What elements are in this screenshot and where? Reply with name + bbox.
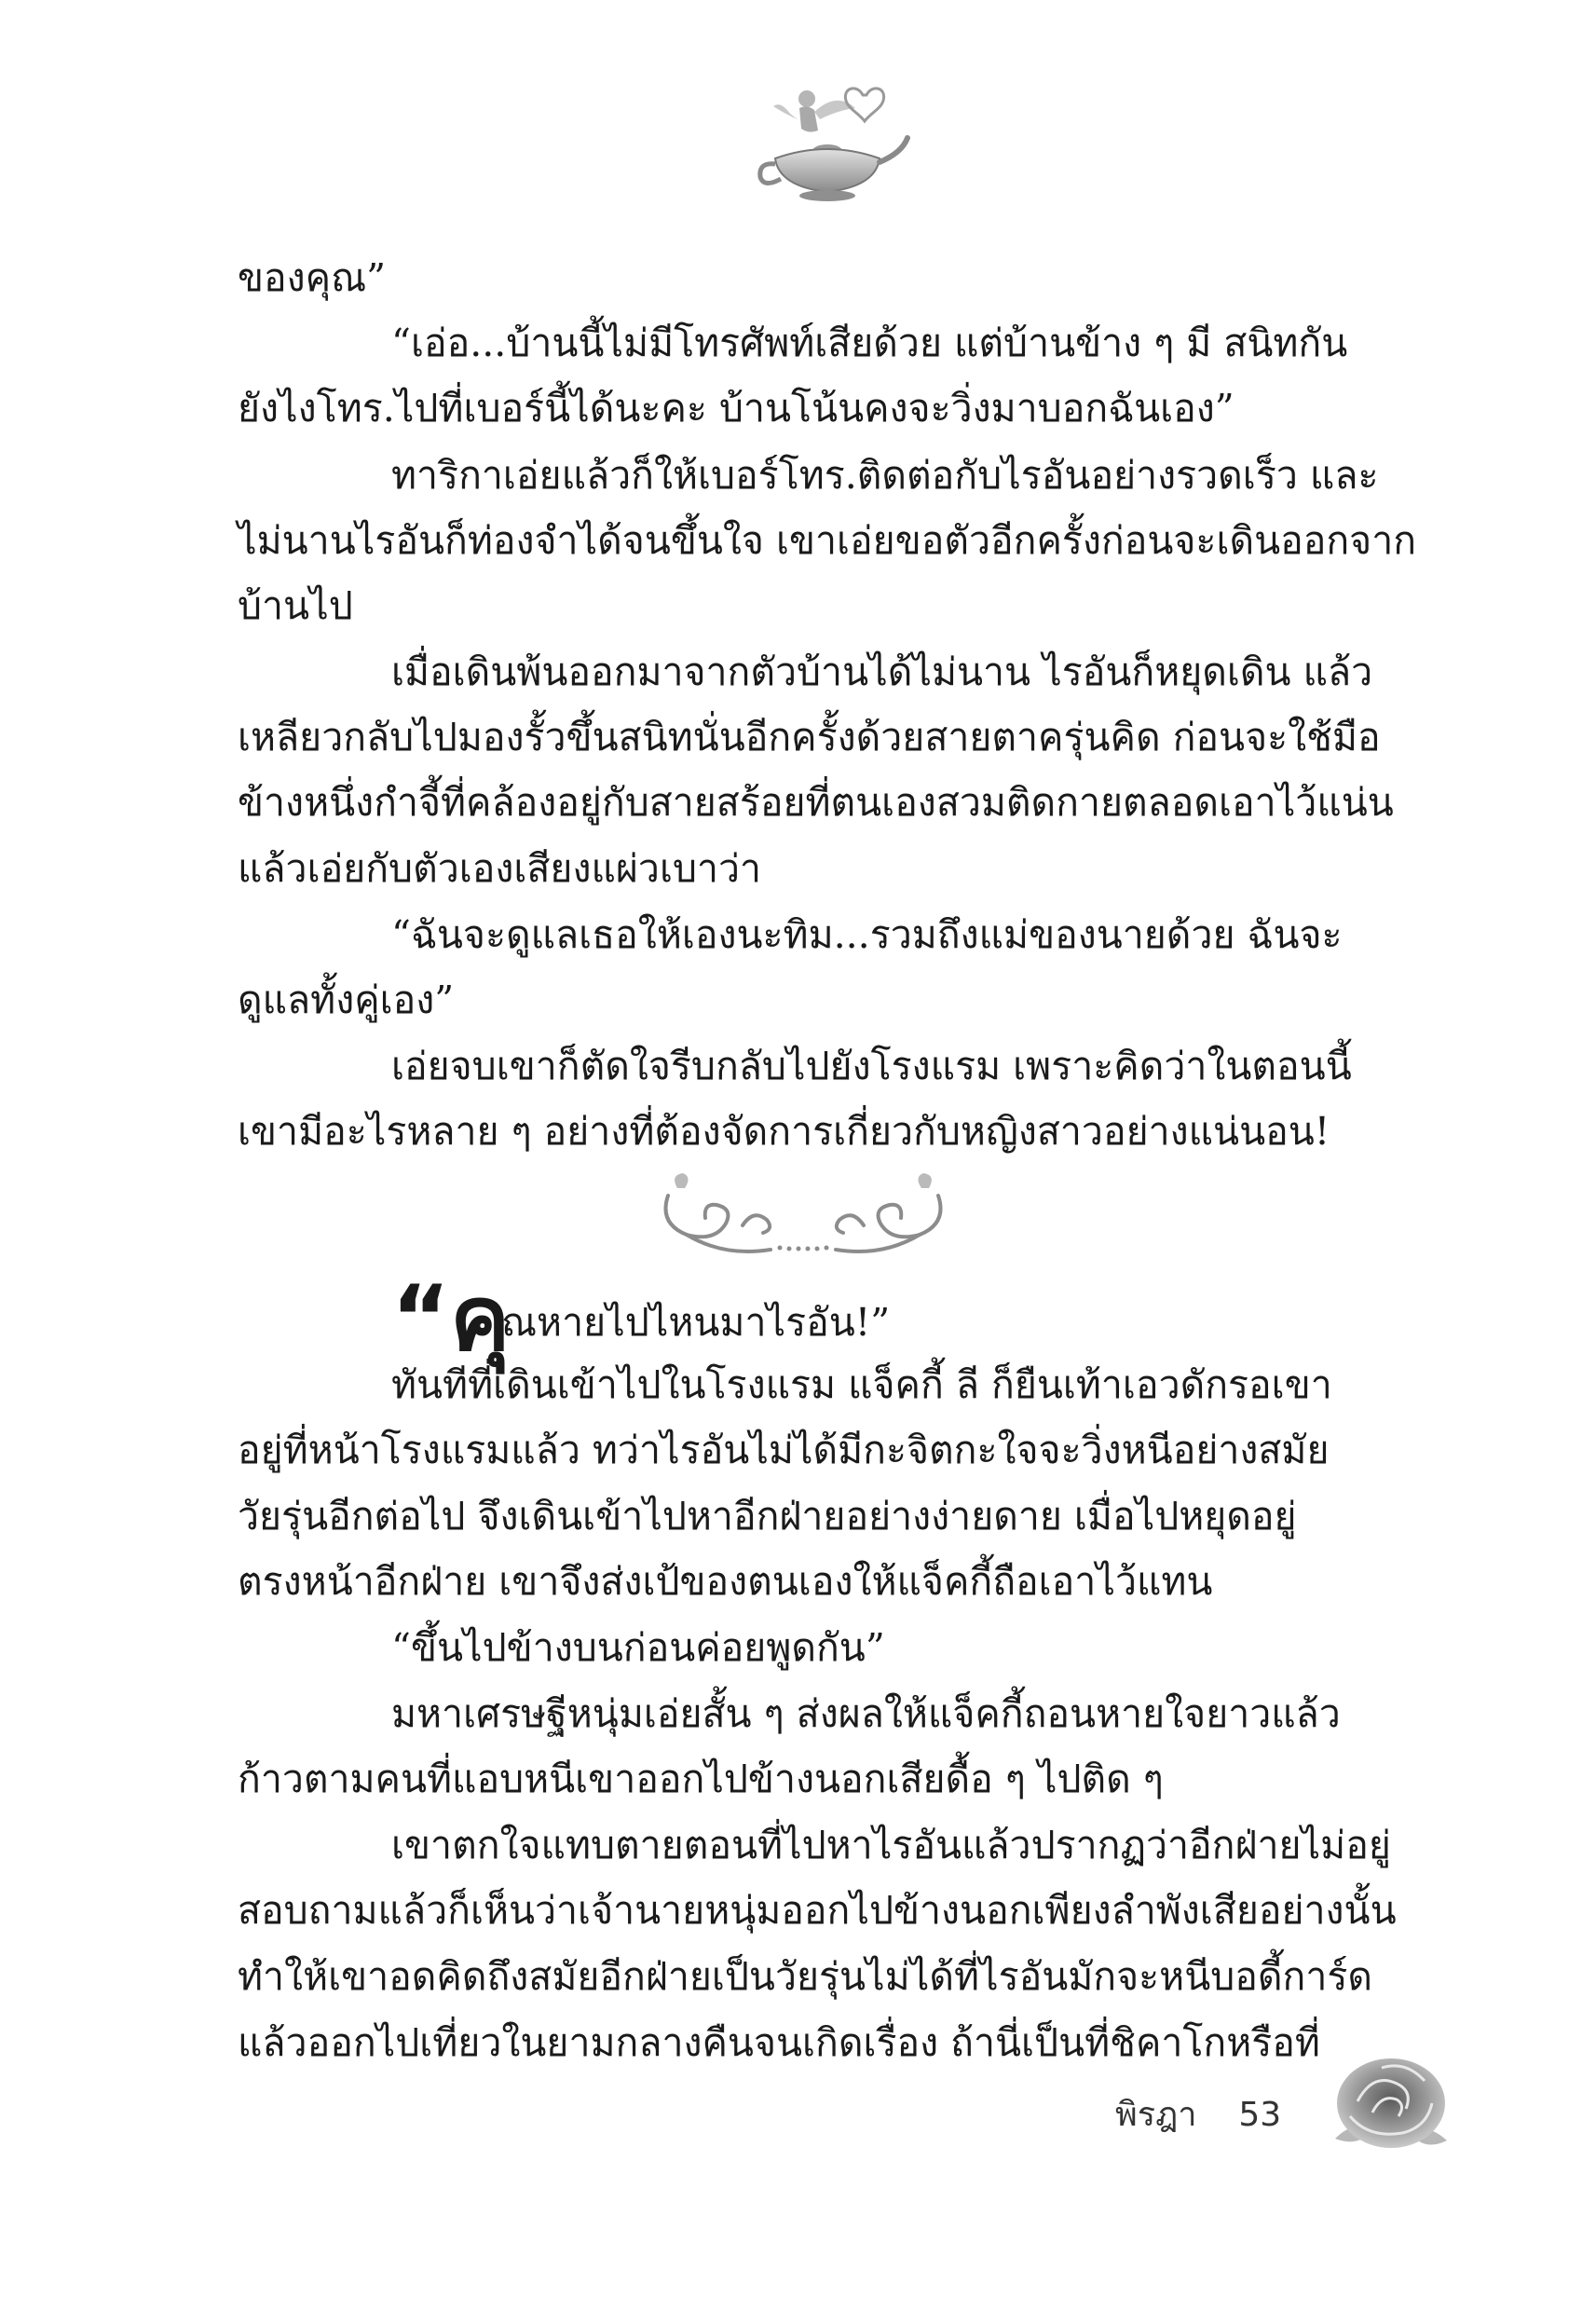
paragraph-line: อยู่ที่หน้าโรงแรมแล้ว ทว่าไรอันไม่ได้มีกะจิตกะใจจะวิ่งหนีอย่างสมัย [238,1428,1330,1472]
paragraph-line: ทำให้เขาอดคิดถึงสมัยอีกฝ่ายเป็นวัยรุ่นไม่ได้ที่ไรอันมักจะหนีบอดี้การ์ด [238,1954,1372,1999]
paragraph-line: บ้านไป [238,583,353,628]
paragraph-line: ก้าวตามคนที่แอบหนีเขาออกไปข้างนอกเสียดื้อ ๆ ไปติด ๆ [238,1757,1164,1801]
paragraph-line: สอบถามแล้วก็เห็นว่าเจ้านายหนุ่มออกไปข้างนอกเพียงลำพังเสียอย่างนั้น [238,1888,1397,1933]
paragraph-line: ยังไงโทร.ไปที่เบอร์นี้ได้นะคะ บ้านโน้นคงจะวิ่งมาบอกฉันเอง” [238,386,1235,431]
paragraph-line: “เอ่อ...บ้านนี้ไม่มีโทรศัพท์เสียด้วย แต่บ้านข้าง ๆ มี สนิทกัน [391,321,1348,365]
paragraph-line: เมื่อเดินพ้นออกมาจากตัวบ้านได้ไม่นาน ไรอันก็หยุดเดิน แล้ว [391,650,1373,694]
paragraph-line: ตรงหน้าอีกฝ่าย เขาจึงส่งเป้ของตนเองให้แจ็คกี้ถือเอาไว้แทน [238,1559,1213,1604]
paragraph-line: ทันทีที่เดินเข้าไปในโรงแรม แจ็คกี้ ลี ก็ยืนเท้าเอวดักรอเขา [391,1362,1332,1407]
rose-icon [1316,2036,1466,2176]
opening-line: ณหายไปไหนมาไรอัน!” [501,1300,891,1345]
paragraph-line: “ขึ้นไปข้างบนก่อนค่อยพูดกัน” [391,1625,885,1670]
author-name: พิรฎา [1115,2096,1197,2134]
paragraph-line: มหาเศรษฐีหนุ่มเอ่ยสั้น ๆ ส่งผลให้แจ็คกี้ถอนหายใจยาวแล้ว [391,1691,1341,1736]
paragraph-line: ไม่นานไรอันก็ท่องจำได้จนขึ้นใจ เขาเอ่ยขอตัวอีกครั้งก่อนจะเดินออกจาก [238,518,1417,563]
paragraph-line: เขาตกใจแทบตายตอนที่ไปหาไรอันแล้วปรากฏว่าอีกฝ่ายไม่อยู่ [391,1823,1391,1867]
paragraph-line: ทาริกาเอ่ยแล้วก็ให้เบอร์โทร.ติดต่อกับไรอันอย่างรวดเร็ว และ [391,453,1379,498]
page-number: 53 [1238,2096,1282,2134]
drop-cap: “คุ [391,1266,511,1371]
paragraph-line: เอ่ยจบเขาก็ตัดใจรีบกลับไปยังโรงแรม เพราะคิดว่าในตอนนี้ [391,1044,1352,1088]
page-footer [1115,2087,1281,2140]
paragraph-line: วัยรุ่นอีกต่อไป จึงเดินเข้าไปหาอีกฝ่ายอย่างง่ายดาย เมื่อไปหยุดอยู่ [238,1494,1297,1538]
paragraph-line: ข้างหนึ่งกำจี้ที่คล้องอยู่กับสายสร้อยที่ตนเองสวมติดกายตลอดเอาไว้แน่น [238,780,1394,825]
paragraph-line: แล้วออกไปเที่ยวในยามกลางคืนจนเกิดเรื่อง ถ้านี่เป็นที่ชิคาโกหรือที่ [238,2020,1320,2065]
paragraph-line: เหลียวกลับไปมองรั้วขึ้นสนิทนั่นอีกครั้งด้วยสายตาครุ่นคิด ก่อนจะใช้มือ [238,715,1381,759]
paragraph-line: เขามีอะไรหลาย ๆ อย่างที่ต้องจัดการเกี่ยวกับหญิงสาวอย่างแน่นอน! [238,1109,1330,1154]
paragraph-line: “ฉันจะดูแลเธอให้เองนะทิม...รวมถึงแม่ของนายด้วย ฉันจะ [391,912,1343,957]
genie-lamp-cupid-ornament [753,73,911,212]
paragraph-line: ของคุณ” [238,255,387,300]
scroll-divider-ornament [649,1168,957,1275]
paragraph-line: แล้วเอ่ยกับตัวเองเสียงแผ่วเบาว่า [238,846,762,891]
paragraph-line: ดูแลทั้งคู่เอง” [238,978,455,1022]
